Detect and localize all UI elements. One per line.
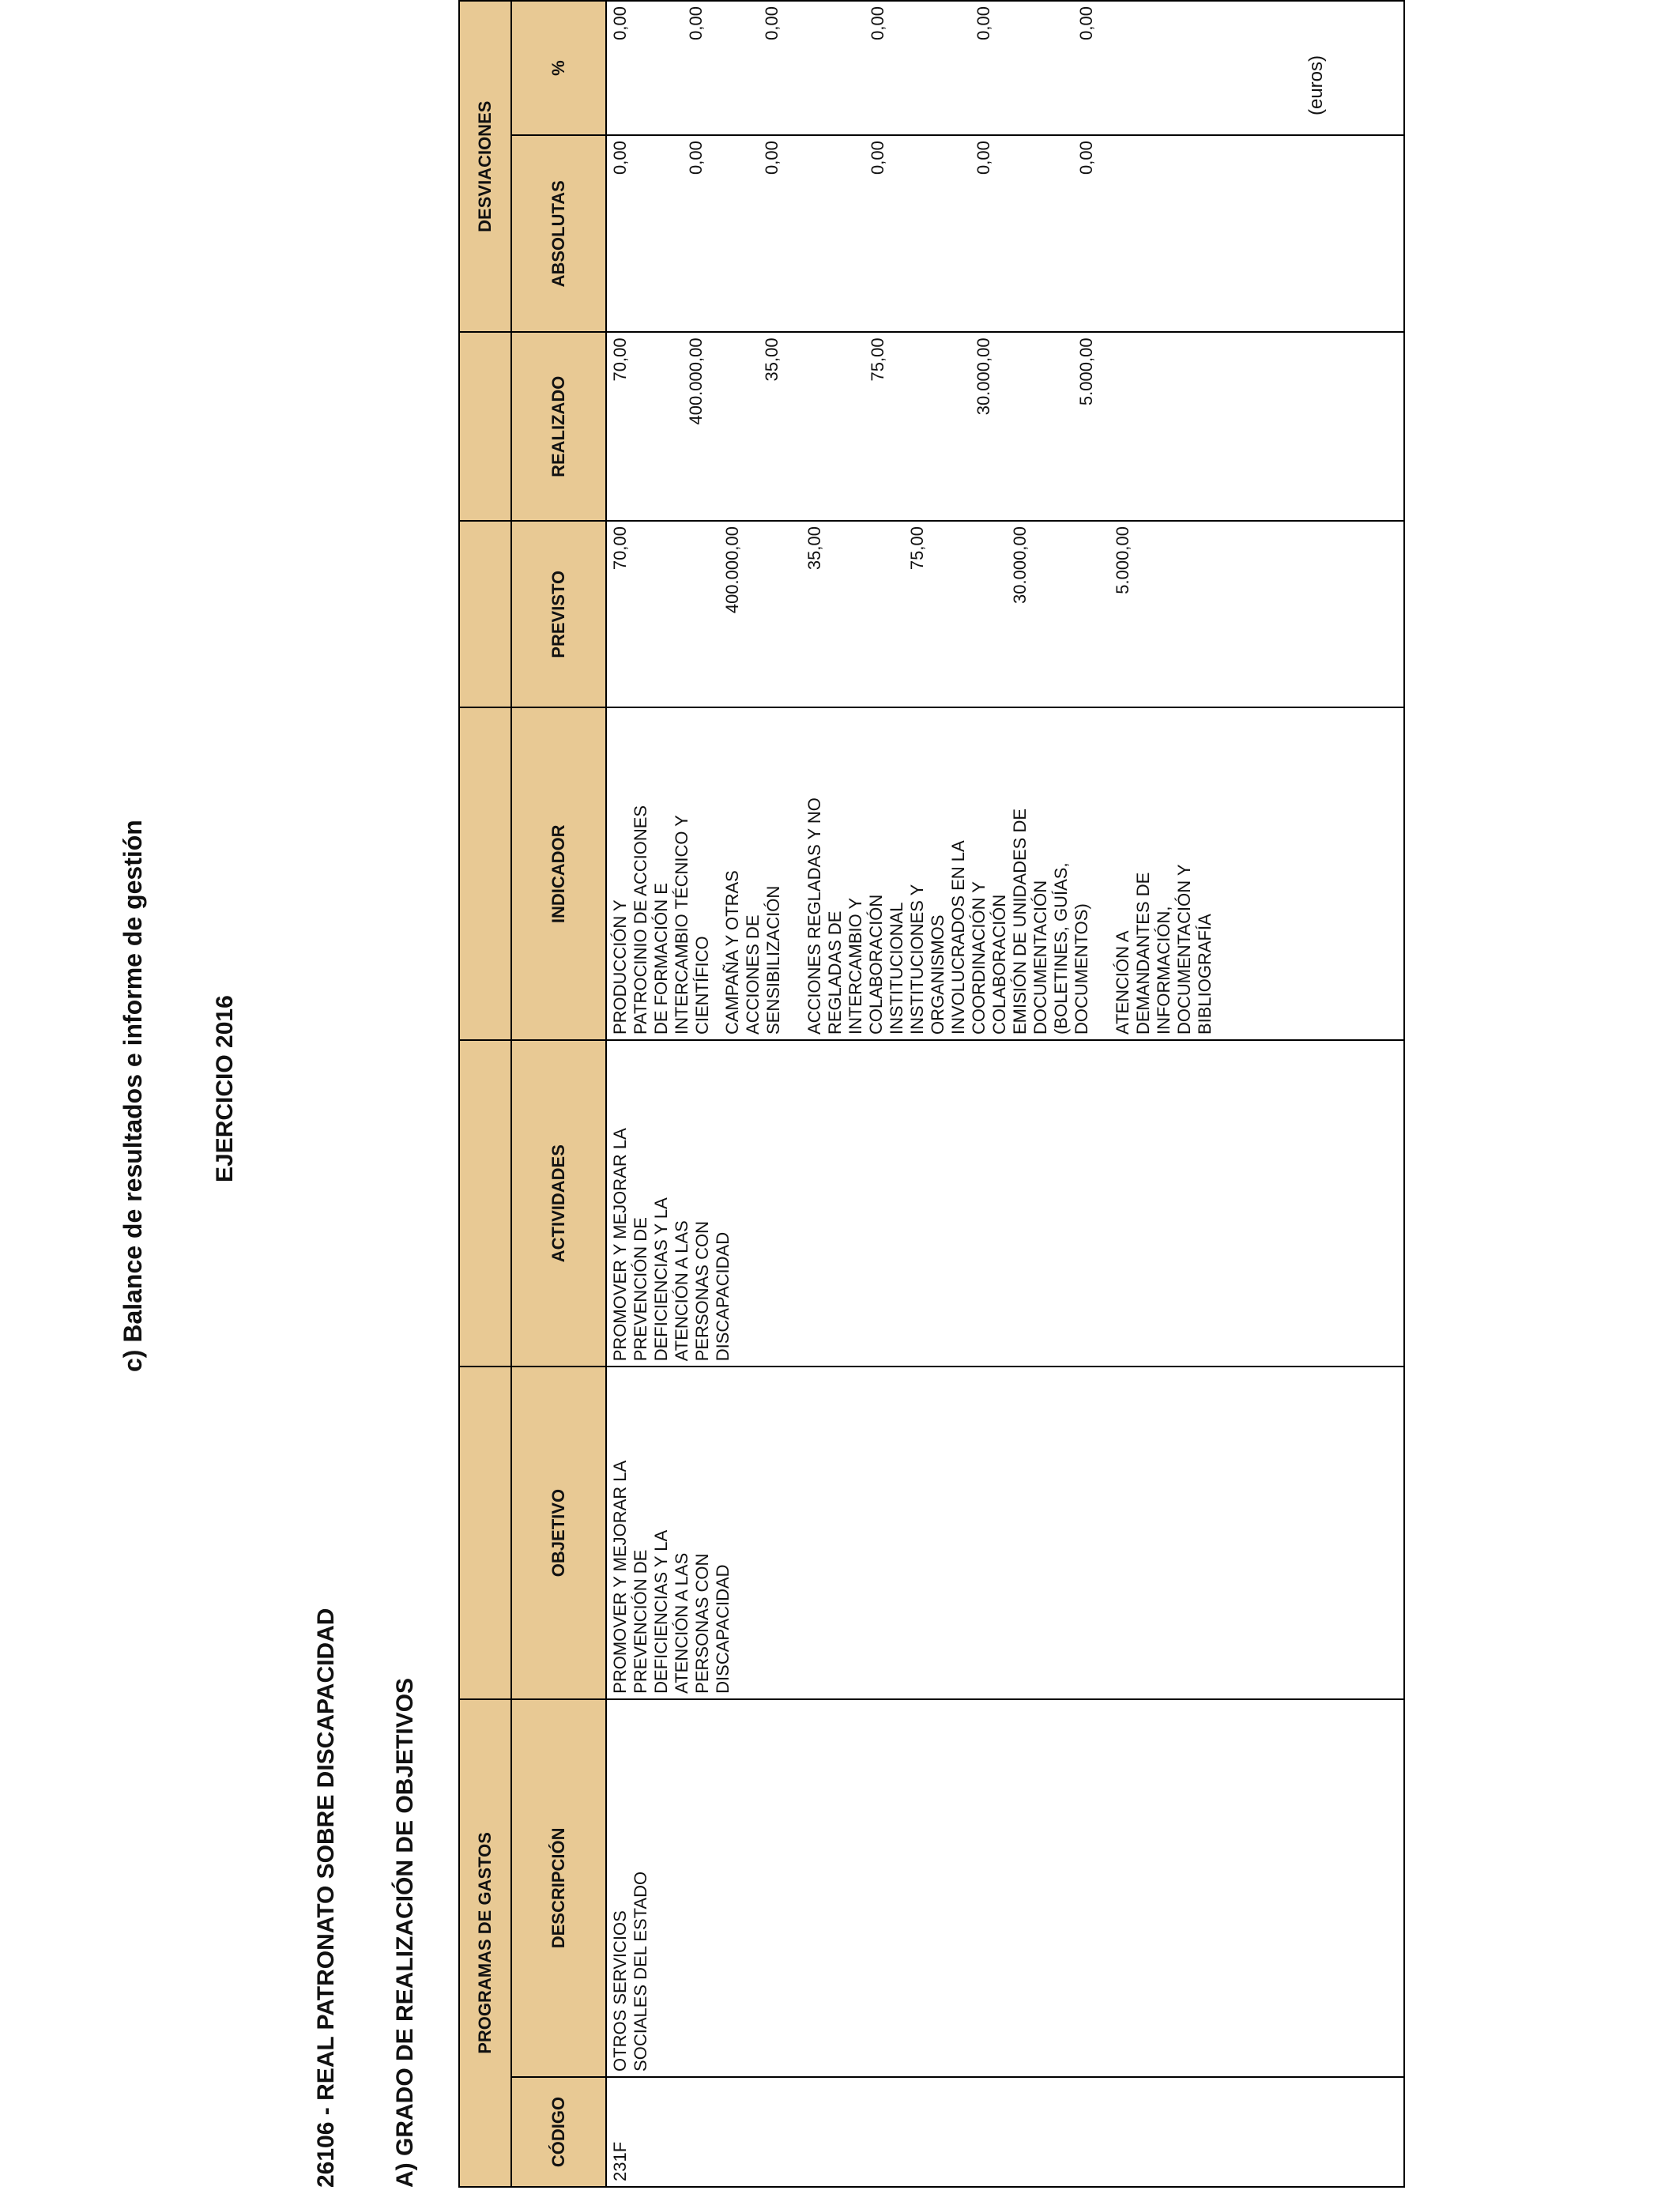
descripcion-text: OTROS SERVICIOS SOCIALES DEL ESTADO xyxy=(610,1871,650,2071)
objetivo-text: PROMOVER Y MEJORAR LA PREVENCIÓN DE DEFICIENCIAS Y LA ATENCIÓN A LAS PERSONAS CON DISCAPACIDAD xyxy=(610,1461,733,1694)
col-header-previsto: PREVISTO xyxy=(511,521,606,707)
cell-descripcion xyxy=(606,1699,1404,2077)
entity-title: 26106 - REAL PATRONATO SOBRE DISCAPACIDAD xyxy=(313,1608,339,2188)
realizado-value: 75,00 xyxy=(868,337,887,382)
group-header-empty xyxy=(459,1367,511,1699)
realizado-value: 5.000,00 xyxy=(1076,337,1096,406)
col-header-descripcion: DESCRIPCIÓN xyxy=(511,1699,606,2077)
porcentaje-value: 0,00 xyxy=(974,6,993,40)
group-header-empty xyxy=(459,332,511,521)
indicador-item: INSTITUCIONES Y ORGANISMOS INVOLUCRADOS EN LA COORDINACIÓN Y COLABORACIÓN xyxy=(907,841,1009,1035)
porcentaje-value: 0,00 xyxy=(762,6,782,40)
previsto-value: 75,00 xyxy=(907,526,927,571)
absolutas-value: 0,00 xyxy=(974,141,993,175)
indicador-item: PRODUCCIÓN Y PATROCINIO DE ACCIONES DE FORMACIÓN E INTERCAMBIO TÉCNICO Y CIENTÍFICO xyxy=(610,805,712,1035)
previsto-value: 400.000,00 xyxy=(722,526,742,614)
absolutas-value: 0,00 xyxy=(762,141,782,175)
cell-actividades xyxy=(606,1040,1404,1367)
fiscal-year-title: EJERCICIO 2016 xyxy=(212,995,238,1182)
porcentaje-value: 0,00 xyxy=(686,6,706,40)
cell-codigo: 231F xyxy=(606,2077,1404,2187)
realizado-value: 400.000,00 xyxy=(686,337,706,425)
cell-porcentaje xyxy=(606,1,1404,135)
previsto-value: 30.000,00 xyxy=(1010,526,1030,604)
indicador-item: CAMPAÑA Y OTRAS ACCIONES DE SENSIBILIZACIÓN xyxy=(722,870,783,1035)
objectives-table xyxy=(458,0,1405,2188)
porcentaje-value: 0,00 xyxy=(1076,6,1096,40)
realizado-value: 70,00 xyxy=(610,337,630,382)
indicador-item: ACCIONES REGLADAS Y NO REGLADAS DE INTERCAMBIO Y COLABORACIÓN INSTITUCIONAL xyxy=(804,797,906,1035)
absolutas-value: 0,00 xyxy=(610,141,630,175)
col-header-objetivo: OBJETIVO xyxy=(511,1367,606,1699)
previsto-value: 35,00 xyxy=(804,526,824,571)
group-header-programas: PROGRAMAS DE GASTOS xyxy=(459,1699,511,2187)
group-header-empty xyxy=(459,1040,511,1367)
actividades-text: PROMOVER Y MEJORAR LA PREVENCIÓN DE DEFICIENCIAS Y LA ATENCIÓN A LAS PERSONAS CON DISCAPACIDAD xyxy=(610,1129,733,1362)
table-row xyxy=(606,1,1404,2187)
porcentaje-value: 0,00 xyxy=(868,6,887,40)
group-header-desviaciones: DESVIACIONES xyxy=(459,1,511,332)
col-header-indicador: INDICADOR xyxy=(511,707,606,1040)
group-header-empty xyxy=(459,707,511,1040)
group-header-empty xyxy=(459,521,511,707)
cell-absolutas xyxy=(606,135,1404,332)
indicador-item: EMISIÓN DE UNIDADES DE DOCUMENTACIÓN (BOLETINES, GUÍAS, DOCUMENTOS) xyxy=(1010,808,1091,1035)
subsection-title: A) GRADO DE REALIZACIÓN DE OBJETIVOS xyxy=(392,1677,418,2188)
realizado-value: 30.000,00 xyxy=(974,337,993,416)
cell-indicador xyxy=(606,707,1404,1040)
col-header-absolutas: ABSOLUTAS xyxy=(511,135,606,332)
cell-objetivo xyxy=(606,1367,1404,1699)
col-header-porcentaje: % xyxy=(511,1,606,135)
cell-realizado xyxy=(606,332,1404,521)
porcentaje-value: 0,00 xyxy=(610,6,630,40)
cell-previsto xyxy=(606,521,1404,707)
realizado-value: 35,00 xyxy=(762,337,782,382)
section-title: c) Balance de resultados e informe de gestión xyxy=(119,820,147,1372)
col-header-codigo: CÓDIGO xyxy=(511,2077,606,2187)
indicador-item: ATENCIÓN A DEMANDANTES DE INFORMACIÓN, DOCUMENTACIÓN Y BIBLIOGRAFÍA xyxy=(1113,864,1215,1035)
absolutas-value: 0,00 xyxy=(1076,141,1096,175)
absolutas-value: 0,00 xyxy=(686,141,706,175)
unit-note: (euros) xyxy=(1305,55,1327,115)
previsto-value: 5.000,00 xyxy=(1113,526,1132,594)
absolutas-value: 0,00 xyxy=(868,141,887,175)
previsto-value: 70,00 xyxy=(610,526,630,571)
col-header-actividades: ACTIVIDADES xyxy=(511,1040,606,1367)
col-header-realizado: REALIZADO xyxy=(511,332,606,521)
